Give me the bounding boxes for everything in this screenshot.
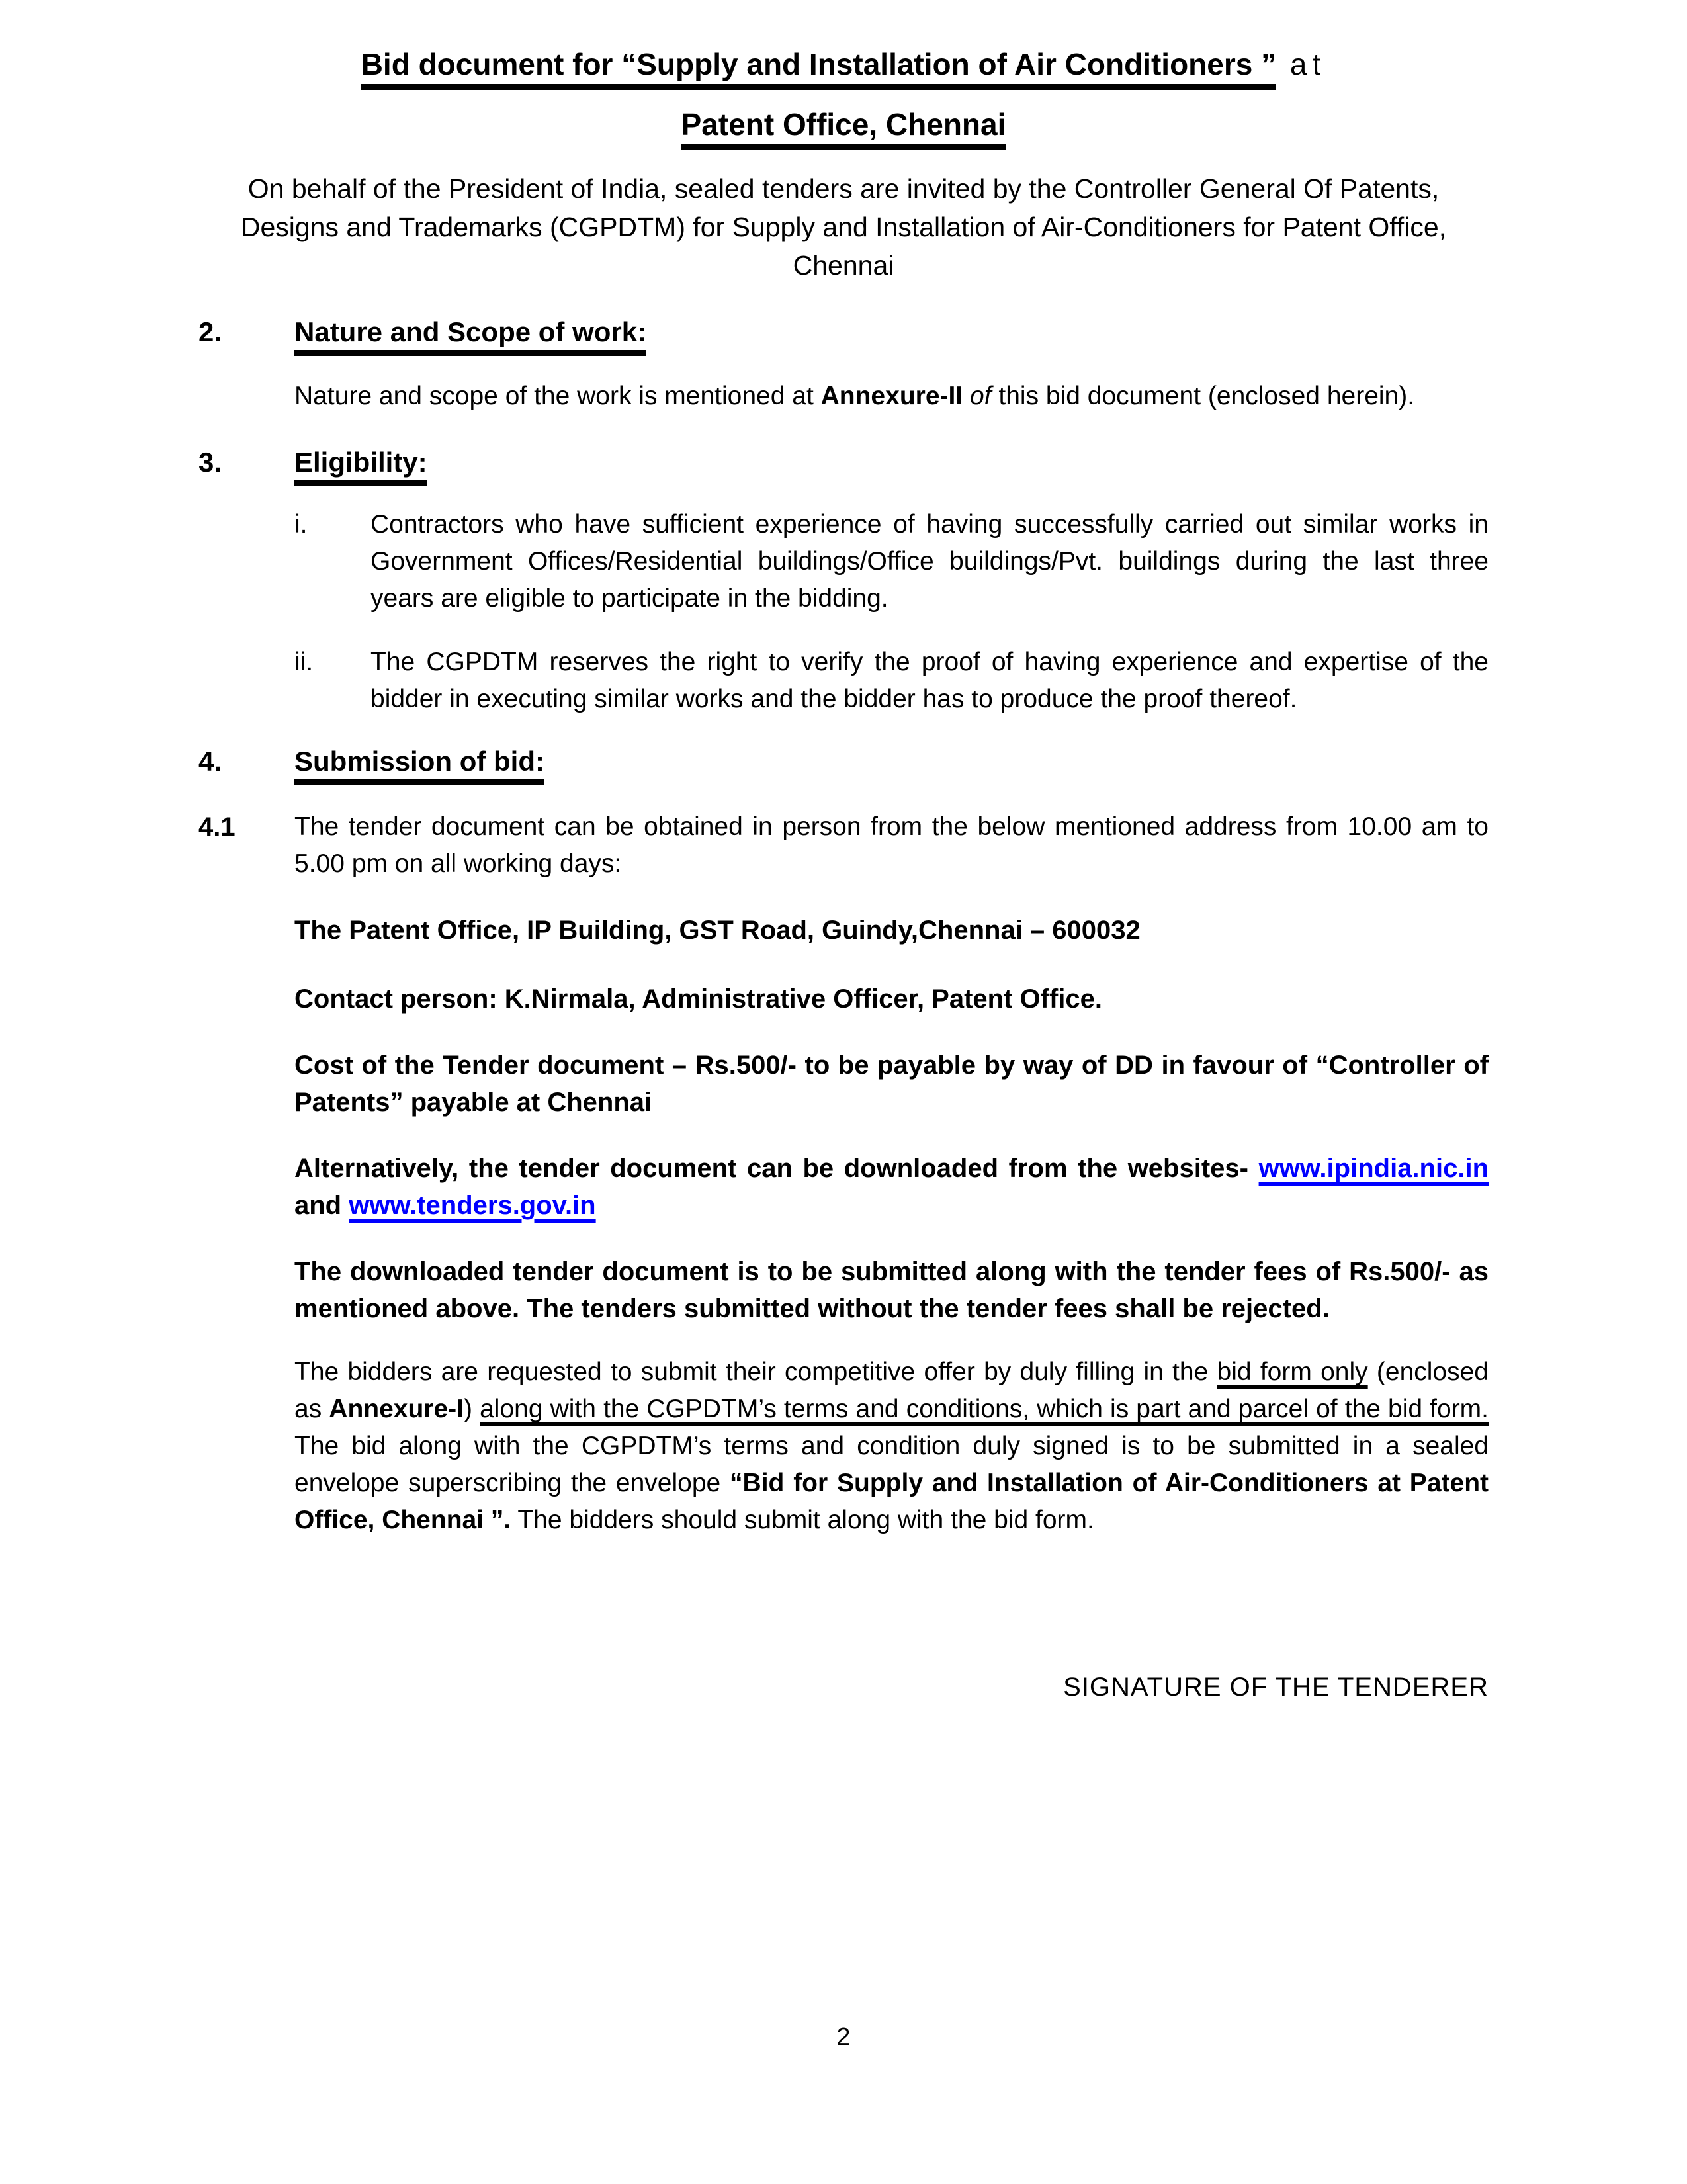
text-segment: Nature and scope of the work is mentioned at [294, 381, 821, 410]
document-title-line2 [198, 107, 1489, 143]
text-segment: Annexure-II [820, 381, 963, 410]
bidders-paragraph [294, 1354, 1489, 1539]
clause-4-1-text: The tender document can be obtained in person from the below mentioned address from 10.00 am to 5.00 pm on all working days: [294, 812, 1489, 878]
eligibility-item-ii-number: ii. [294, 648, 314, 677]
eligibility-item-ii-text: The CGPDTM reserves the right to verify the proof of having experience and expertise of the bidder in executing similar works and the bidder has to produce the proof thereof. [370, 648, 1489, 714]
clause-4-1-number: 4.1 [198, 812, 236, 842]
contact-line: Contact person: K.Nirmala, Administrative Officer, Patent Office. [294, 984, 1103, 1014]
section-3-number: 3. [198, 446, 222, 478]
signature-line: SIGNATURE OF THE TENDERER [1063, 1672, 1489, 1702]
section-4-heading [294, 744, 544, 779]
document-title-main: Bid document for “Supply and Installation of Air Conditioners ” [361, 47, 1276, 90]
text-segment: ) [464, 1394, 480, 1423]
section-4 [198, 744, 1489, 779]
clause-4-1 [198, 808, 1489, 883]
section-3-heading [294, 445, 427, 480]
section-2 [198, 315, 1489, 350]
downloaded-tender-paragraph: The downloaded tender document is to be submitted along with the tender fees of Rs.500/- as mentioned above. The tenders submitted without the tender fees shall be rejected. [294, 1256, 1489, 1323]
address-line: The Patent Office, IP Building, GST Road, Guindy,Chennai – 600032 [294, 915, 1141, 945]
link-tenders[interactable]: www.tenders.gov.in [349, 1190, 596, 1220]
text-segment: The bid along with the CGPDTM’s terms and condition duly signed is to be submitted in a sealed envelope superscribing the envelope [294, 1431, 1489, 1497]
eligibility-item-i-text: Contractors who have sufficient experience of having successfully carried out similar works in Government Offices/Residential buildings/Office buildings/Pvt. buildings during the last three years are eligible to participate in the bidding. [370, 510, 1489, 613]
section-2-number: 2. [198, 316, 222, 348]
text-segment: of [970, 381, 992, 410]
text-segment: The bidders should submit along with the bid form. [511, 1505, 1094, 1534]
document-title-suffix: at [1276, 47, 1326, 81]
text-segment: The bidders are requested to submit their competitive offer by duly filling in the [294, 1357, 1217, 1386]
cost-paragraph: Cost of the Tender document – Rs.500/- to be payable by way of DD in favour of “Controller of Patents” payable at Chennai [294, 1050, 1489, 1117]
link-ipindia[interactable]: www.ipindia.nic.in [1258, 1153, 1489, 1183]
section-3 [198, 445, 1489, 480]
section-2-heading-text: Nature and Scope of work: [294, 316, 646, 356]
websites-paragraph [294, 1150, 1489, 1224]
document-title-line1 [198, 46, 1489, 83]
text-segment: Annexure-I [329, 1394, 464, 1423]
section-4-number: 4. [198, 746, 222, 777]
text-segment: “Bid for Supply and Installation of Air-Conditioners at Patent Office, Chennai ”. [294, 1468, 1489, 1534]
intro-paragraph: On behalf of the President of India, sealed tenders are invited by the Controller General Of Patents, Designs and Trademarks (CGPDTM) for Supply and Installation of Air-Conditioners for Patent Office, Chennai [240, 173, 1447, 281]
text-segment: along with the CGPDTM’s terms and conditions, which is part and parcel of the bid form. [480, 1394, 1489, 1423]
text-segment: Alternatively, the tender document can be downloaded from the websites- [294, 1153, 1259, 1183]
eligibility-item-i [294, 506, 1489, 617]
eligibility-item-ii [294, 644, 1489, 718]
text-segment: bid form only [1217, 1357, 1368, 1386]
document-title-location: Patent Office, Chennai [681, 107, 1006, 150]
text-segment: (enclosed as [294, 1357, 1489, 1423]
text-segment: this bid document (enclosed herein). [991, 381, 1415, 410]
section-2-heading [294, 315, 646, 350]
page-number: 2 [836, 2023, 851, 2051]
text-segment: and [294, 1190, 349, 1220]
section-4-heading-text: Submission of bid: [294, 746, 544, 785]
section-2-body [294, 378, 1489, 415]
text-segment [963, 382, 970, 410]
section-3-heading-text: Eligibility: [294, 447, 427, 486]
eligibility-item-i-number: i. [294, 510, 308, 539]
